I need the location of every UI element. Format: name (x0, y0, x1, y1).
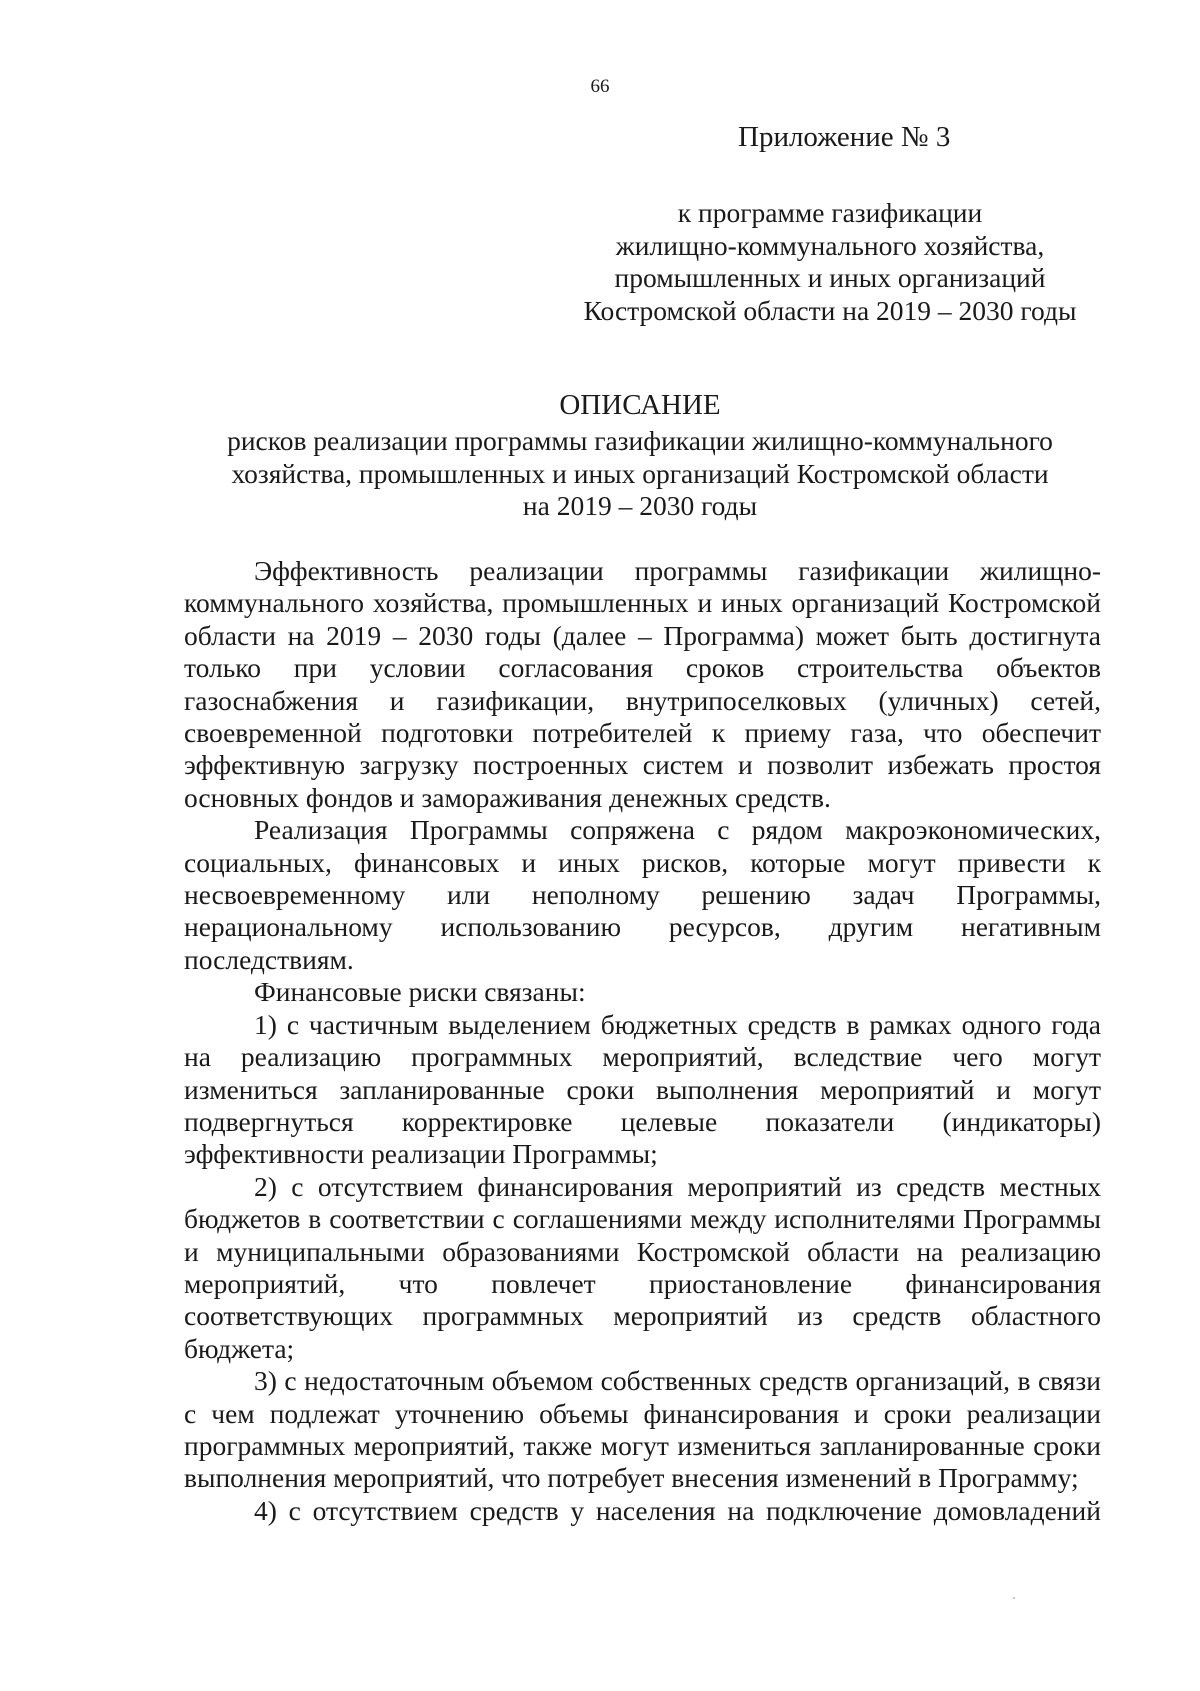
appendix-subtitle-line: Костромской области на 2019 – 2030 годы (583, 294, 1077, 326)
paragraph-risk-2: 2) с отсутствием финансирования мероприятий из средств местных бюджетов в соответствии с соглашениями между исполнителями Программы и муниципальными образованиями Костромской области на реализацию мероприятий, что повлечет приостановление финансирования соответствующих программных мероприятий из средств областного бюджета; (184, 1170, 1101, 1364)
document-subheading (150, 425, 1130, 523)
appendix-subtitle-line: промышленных и иных организаций (614, 262, 1046, 293)
appendix-subtitle-line: жилищно-коммунального хозяйства, (615, 229, 1045, 261)
document-subheading-line: хозяйства, промышленных и иных организаций Костромской области (231, 457, 1049, 489)
paragraph-risks-intro: Реализация Программы сопряжена с рядом макроэкономических, социальных, финансовых и иных рисков, которые могут привести к несвоевременному или неполному решению задач Программы, нерациональному использованию ресурсов, другим негативным последствиям. (184, 814, 1101, 975)
paragraph-financial-risks: Финансовые риски связаны: (254, 976, 586, 1008)
appendix-subtitle (560, 197, 1100, 327)
appendix-subtitle-line: к программе газификации (677, 197, 983, 228)
scan-speck (1013, 1597, 1015, 1599)
paragraph-risk-3: 3) с недостаточным объемом собственных средств организаций, в связи с чем подлежат уточнению объемы финансирования и сроки реализации программных мероприятий, также могут измениться запланированные сроки выполнения мероприятий, что потребует внесения изменений в Программу; (184, 1365, 1101, 1494)
paragraph-risk-1: 1) с частичным выделением бюджетных средств в рамках одного года на реализацию программных мероприятий, вследствие чего могут измениться запланированные сроки выполнения мероприятий и могут подвергнуться корректировке целевые показатели (индикаторы) эффективности реализации Программы; (184, 1008, 1101, 1170)
document-subheading-line: рисков реализации программы газификации жилищно-коммунального (227, 425, 1053, 456)
paragraph-effectiveness: Эффективность реализации программы газификации жилищно-коммунального хозяйства, промышленных и иных организаций Костромской области на 2019 – 2030 годы (далее – Программа) может быть достигнута только при условии согласования сроков строительства объектов газоснабжения и газификации, внутрипоселковых (уличных) сетей, своевременной подготовки потребителей к приему газа, что обеспечит эффективную загрузку построенных систем и позволит избежать простоя основных фондов и замораживания денежных средств. (184, 555, 1101, 813)
paragraph-risk-4: 4) с отсутствием средств у населения на подключение домовладений (254, 1494, 1101, 1526)
document-heading: ОПИСАНИЕ (559, 389, 721, 421)
document-body (184, 555, 1101, 1527)
appendix-title: Приложение № 3 (738, 121, 951, 153)
page-number: 66 (590, 76, 610, 97)
document-subheading-line: на 2019 – 2030 годы (522, 490, 758, 521)
